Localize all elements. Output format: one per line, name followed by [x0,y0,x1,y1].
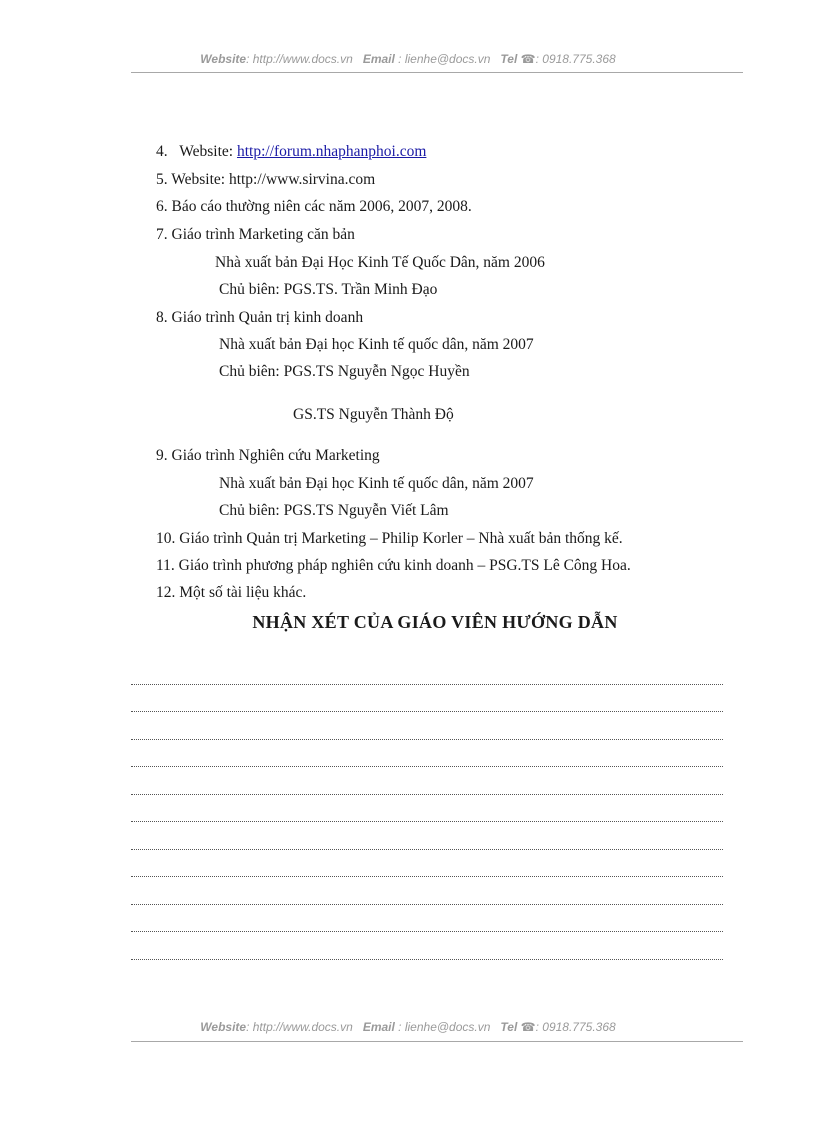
page-header [0,52,816,66]
page-footer [0,1020,816,1034]
forum-link[interactable]: http://forum.nhaphanphoi.com [236,143,427,160]
reference-9-publisher: Nhà xuất bản Đại học Kinh tế quốc dân, năm 2007 [219,475,534,492]
reference-8-editor: Chủ biên: PGS.TS Nguyễn Ngọc Huyền [219,363,470,380]
reference-item-7: 7. Giáo trình Marketing căn bản [156,226,355,243]
header-tel-label: Tel [500,52,518,66]
footer-website-value: : http://www.docs.vn [246,1020,353,1034]
writing-line [131,849,723,850]
reference-7-publisher: Nhà xuất bản Đại Học Kinh Tế Quốc Dân, năm 2006 [215,254,545,271]
footer-email-value: : lienhe@docs.vn [398,1020,491,1034]
writing-line [131,739,723,740]
phone-icon: ☎ [520,1020,536,1034]
reference-8-publisher: Nhà xuất bản Đại học Kinh tế quốc dân, năm 2007 [219,336,534,353]
writing-line [131,711,723,712]
header-email-label: Email [362,52,395,66]
footer-divider [131,1041,743,1042]
header-tel-value: : 0918.775.368 [535,52,616,66]
writing-line [131,959,723,960]
writing-line [131,794,723,795]
footer-website-label: Website [200,1020,247,1034]
reference-item-8: 8. Giáo trình Quản trị kinh doanh [156,309,364,326]
reference-item-6: 6. Báo cáo thường niên các năm 2006, 2007, 2008. [156,198,472,215]
writing-line [131,766,723,767]
reference-item-5: 5. Website: http://www.sirvina.com [156,171,376,188]
footer-tel-value: : 0918.775.368 [535,1020,616,1034]
header-email-value: : lienhe@docs.vn [398,52,491,66]
header-website-value: : http://www.docs.vn [246,52,353,66]
phone-icon: ☎ [520,52,536,66]
footer-tel-label: Tel [500,1020,518,1034]
reference-7-editor: Chủ biên: PGS.TS. Trần Minh Đạo [219,281,438,298]
writing-line [131,821,723,822]
writing-line [131,931,723,932]
reference-item-10: 10. Giáo trình Quản trị Marketing – Philip Korler – Nhà xuất bản thống kế. [156,530,623,547]
writing-line [131,904,723,905]
reference-9-editor: Chủ biên: PGS.TS Nguyễn Viết Lâm [219,502,449,519]
writing-line [131,876,723,877]
reference-text: Website: [179,143,234,160]
header-divider [131,72,743,73]
reference-item-11: 11. Giáo trình phương pháp nghiên cứu kinh doanh – PSG.TS Lê Công Hoa. [156,557,631,574]
reference-8-coeditor: GS.TS Nguyễn Thành Độ [293,406,454,423]
section-title: NHẬN XÉT CỦA GIÁO VIÊN HƯỚNG DẪN [252,612,618,632]
reference-item-9: 9. Giáo trình Nghiên cứu Marketing [156,447,380,464]
reference-number: 4. [156,143,168,160]
reference-item-4 [156,142,426,162]
footer-email-label: Email [362,1020,395,1034]
reference-item-12: 12. Một số tài liệu khác. [156,584,307,601]
writing-line [131,684,723,685]
header-website-label: Website [200,52,247,66]
